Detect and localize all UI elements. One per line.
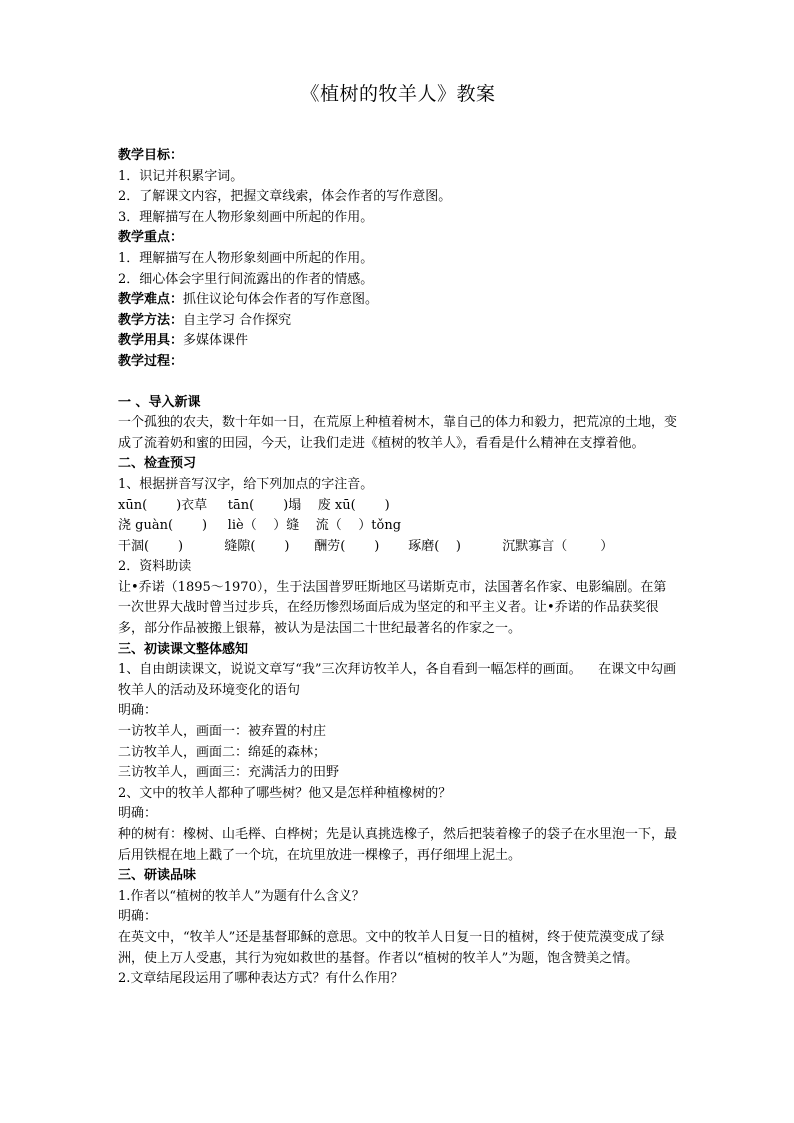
section3-ming1: 明确： <box>118 703 158 719</box>
spacer <box>118 373 678 393</box>
process-heading: 教学过程： <box>118 353 184 369</box>
key-point-item: 1．理解描写在人物形象刻画中所起的作用。 <box>118 250 374 266</box>
pinyin-line-1: xūn( )衣草 tān( )塌 废 xū( ) <box>118 497 390 513</box>
section3-q1: 1、自由朗读课文，说说文章写“我”三次拜访牧羊人，各自看到一幅怎样的画面。 在课文中勾画牧羊人的活动及环境变化的语句 <box>118 662 677 698</box>
difficulty-row <box>118 290 678 311</box>
visit-item: 三访牧羊人，画面三：充满活力的田野 <box>118 765 340 781</box>
section3-heading: 三、初读课文整体感知 <box>118 641 249 657</box>
method-label: 教学方法： <box>118 312 184 328</box>
section4-heading: 三、研读品味 <box>118 868 197 884</box>
section2-heading: 二、检查预习 <box>118 456 197 472</box>
section3-answer2: 种的树有：橡树、山毛榉、白桦树；先是认真挑选橡子，然后把装着橡子的袋子在水里泡一下，最后用铁棍在地上戳了一个坑，在坑里放进一棵橡子，再仔细埋上泥土。 <box>118 827 678 863</box>
tools-label: 教学用具： <box>118 333 184 349</box>
section4-q2: 2.文章结尾段运用了哪种表达方式？有什么作用？ <box>118 971 404 987</box>
method-text: 自主学习 合作探究 <box>183 312 292 328</box>
difficulty-label: 教学难点： <box>118 292 184 308</box>
section1-text: 一个孤独的农夫，数十年如一日，在荒原上种植着树木，靠自己的体力和毅力，把荒凉的土地，变成了流着奶和蜜的田园，今天，让我们走进《植树的牧羊人》，看看是什么精神在支撑着他。 <box>118 415 678 451</box>
objective-item: 2．了解课文内容，把握文章线索，体会作者的写作意图。 <box>118 189 452 205</box>
visit-item: 一访牧羊人，画面一：被弃置的村庄 <box>118 724 327 740</box>
objectives-heading: 教学目标： <box>118 148 184 163</box>
objective-item: 1．识记并积累字词。 <box>118 168 244 184</box>
section4-ming1: 明确： <box>118 909 158 925</box>
visit-item: 二访牧羊人，画面二：绵延的森林； <box>118 744 327 760</box>
tools-text: 多媒体课件 <box>183 333 249 349</box>
page-title: 《植树的牧羊人》教案 <box>300 83 496 105</box>
difficulty-text: 抓住议论句体会作者的写作意图。 <box>183 292 379 308</box>
section3-q2: 2、文中的牧羊人都种了哪些树？他又是怎样种植橡树的？ <box>118 785 452 801</box>
key-point-item: 2．细心体会字里行间流露出的作者的情感。 <box>118 271 374 287</box>
objective-item: 3．理解描写在人物形象刻画中所起的作用。 <box>118 209 374 225</box>
section4-q1: 1.作者以“植树的牧羊人”为题有什么含义？ <box>118 888 365 904</box>
pinyin-line-2: 浇 guàn( ) liè（ ）缝 流（ ）tǒng <box>118 518 402 534</box>
author-bio: 让•乔诺（1895～1970），生于法国普罗旺斯地区马诺斯克市，法国著名作家、电影编剧。在第一次世界大战时曾当过步兵，在经历惨烈场面后成为坚定的和平主义者。让•乔诺的作品获奖很多，部分作品被搬上银幕，被认为是法国二十世纪最著名的作家之一。 <box>118 579 667 637</box>
method-row <box>118 311 678 332</box>
lesson-plan-page <box>118 80 678 990</box>
section4-answer1: 在英文中，“牧羊人”还是基督耶稣的意思。文中的牧羊人日复一日的植树，终于使荒漠变成了绿洲，使上万人受惠，其行为宛如救世的基督。作者以“植树的牧羊人”为题，饱含赞美之情。 <box>118 929 665 966</box>
section3-ming2: 明确： <box>118 806 158 822</box>
section2-q2: 2．资料助读 <box>118 559 192 575</box>
section1-heading: 一 、导入新课 <box>118 394 201 410</box>
section2-q1: 1、根据拼音写汉字，给下列加点的字注音。 <box>118 476 374 492</box>
key-points-heading: 教学重点： <box>118 230 184 246</box>
tools-row <box>118 331 678 352</box>
pinyin-line-3: 干涸( ) 缝隙( ) 酬劳( ) 琢磨( ) 沉默寡言（ ） <box>118 538 614 554</box>
